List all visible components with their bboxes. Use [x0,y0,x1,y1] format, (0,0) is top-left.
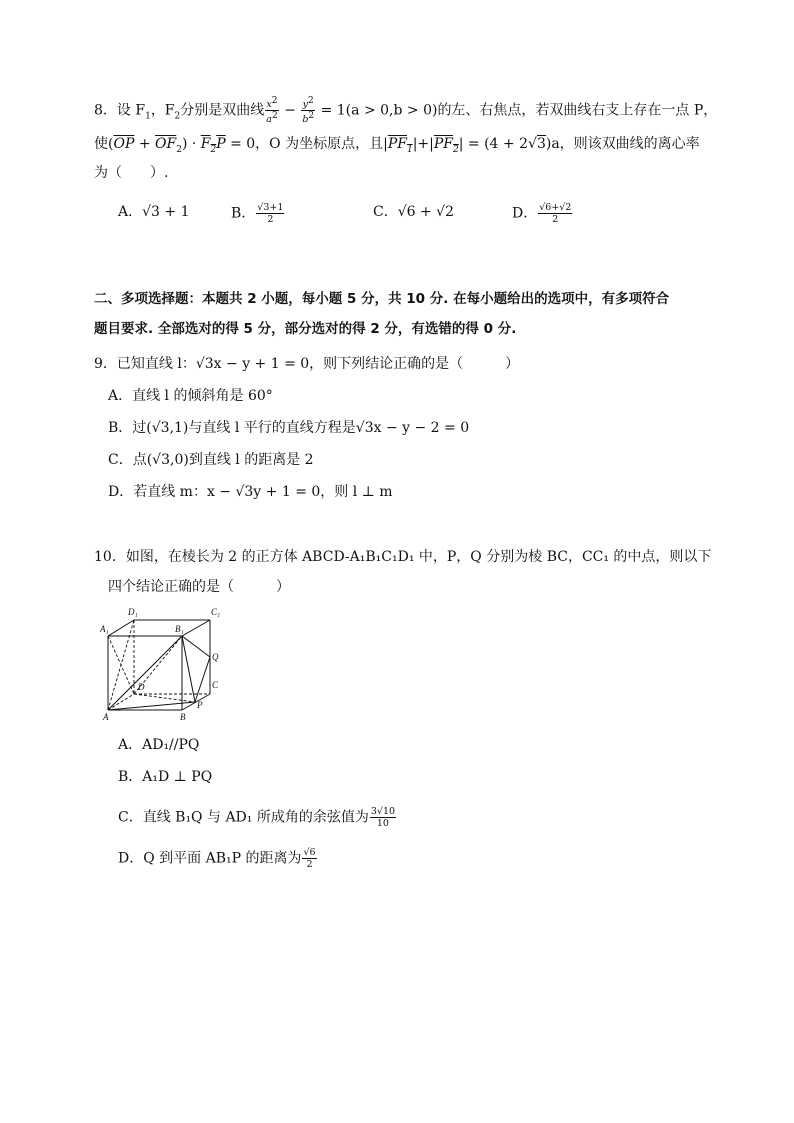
q10-option-d[interactable]: D．Q 到平面 AB₁P 的距离为 $\frac{√6}{2}$ [118,847,316,870]
q8-line2: 使$(\overline{OP} + \overline{OF}_2) \cdot F_2P = 0$，O 为坐标原点，且$|PF_1|+|PF_2| = (4 + 2√3)a$，则该双曲线的离心率 [94,136,700,155]
q8-option-c[interactable]: C．√6 + √2 [373,204,454,220]
q8-line3: 为（ ）. [94,165,169,181]
frac-y2-b2: $\frac{y^2}{b^2}$ [302,96,315,126]
q10-stem-line2: 四个结论正确的是（ ） [108,579,290,595]
label-q: Q [212,652,219,662]
edge-a1d1 [108,620,134,636]
segment-b1q [182,636,210,657]
q8-option-d[interactable]: D． $\frac{√6+√2}{2}$ [512,202,572,225]
label-p: P [197,700,203,710]
edge-b1c1 [182,620,210,636]
segment-dp-hidden [134,694,195,702]
frac-x2-a2: $\frac{x^2}{a^2}$ [266,96,278,126]
label-b1: B₁ [175,624,184,634]
q9-option-d[interactable]: D．若直线 m：x − √3y + 1 = 0，则 l ⊥ m [108,484,393,500]
q9-option-c[interactable]: C．点(√3,0)到直线 l 的距离是 2 [108,452,314,468]
label-a1: A₁ [100,624,109,634]
label-b: B [180,712,186,722]
edge-bc [182,694,210,710]
q8-option-b[interactable]: B． $\frac{√3+1}{2}$ [231,202,284,225]
section2-header-line1: 二、多项选择题：本题共 2 小题，每小题 5 分，共 10 分. 在每小题给出的选项中，有多项符合 [94,291,670,307]
q9-stem: 9．已知直线 l：√3x − y + 1 = 0，则下列结论正确的是（ ） [94,356,520,372]
q10-option-a[interactable]: A．AD₁//PQ [118,737,200,753]
q9-option-b[interactable]: B．过(√3,1)与直线 l 平行的直线方程是√3x − y − 2 = 0 [108,420,470,436]
label-c: C [212,680,219,690]
q9-option-a[interactable]: A．直线 l 的倾斜角是 60° [108,388,273,404]
label-d: D [138,682,145,692]
q10-option-c[interactable]: C．直线 B₁Q 与 AD₁ 所成角的余弦值为 $\frac{3√10}{10}$ [118,806,396,829]
q10-option-b[interactable]: B．A₁D ⊥ PQ [118,769,213,785]
label-c1: C₁ [211,607,220,617]
label-d1: D₁ [128,607,138,617]
q8-line1: 8．设 $F_1$，$F_2$分别是双曲线 $\frac{x^2}{a^2}$ − $\frac{y^2}{b^2}$ = 1(a > 0,b > 0)的左、右焦点，若双曲线右支上存在一点 P， [94,96,718,126]
q8-option-a[interactable]: A．√3 + 1 [118,204,190,220]
segment-b1p [182,636,195,702]
section2-header-line2: 题目要求. 全部选对的得 5 分，部分选对的得 2 分，有选错的得 0 分. [94,321,517,337]
q10-stem-line1: 10．如图，在棱长为 2 的正方体 ABCD-A₁B₁C₁D₁ 中，P，Q 分别为棱 BC，CC₁ 的中点，则以下 [94,549,712,565]
segment-a1d-hidden [108,636,134,694]
cube-figure [100,606,220,722]
label-a: A [103,712,109,722]
